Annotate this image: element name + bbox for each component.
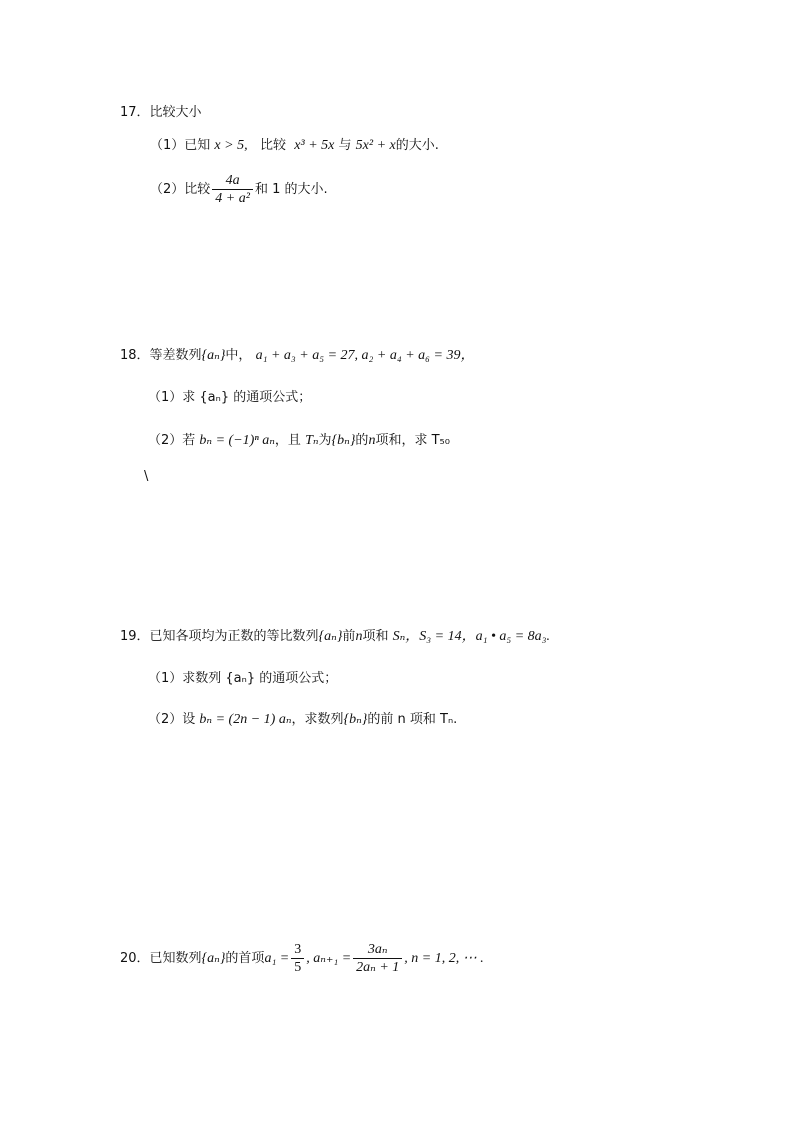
q18-seq: {aₙ} [201, 348, 226, 363]
q19-seq: {aₙ} [318, 629, 343, 644]
q17-p1-end: 的大小. [395, 138, 439, 153]
q20-fraction-2 [353, 941, 402, 976]
q17-p1-mid: 比较 [260, 138, 287, 153]
q18-p2-def: bₙ = (−1)ⁿ aₙ [199, 433, 275, 448]
q17-p1-label: （1）已知 [150, 138, 211, 153]
q18-mid: 中， [225, 348, 252, 363]
q17-title: 17．比较大小 [120, 105, 202, 120]
q19-s: Sₙ [392, 629, 406, 644]
q19-part1: （1）求数列 {aₙ} 的通项公式； [148, 671, 338, 686]
q17-p1-cond: x > 5, [214, 138, 248, 153]
q17-p1-with: 与 [338, 138, 352, 153]
q20-line [120, 939, 484, 979]
q19-n: n [355, 629, 363, 644]
q18-p2-label: （2）若 [148, 433, 196, 448]
q18-p2-t: Tₙ [305, 433, 319, 448]
q19-cond: ，S₃ = 14，a₁ • a₅ = 8a₃. [405, 629, 551, 644]
q19-title-line [120, 627, 550, 647]
q20-f2-num: 3aₙ [353, 941, 402, 959]
q17-p1-expr2: 5x² + x [355, 138, 396, 153]
q19-p2-end: 的前 n 项和 Tₙ. [367, 712, 458, 727]
q17-p1-expr1: x³ + 5x [294, 138, 335, 153]
q17-p2-label: （2）比较 [150, 182, 211, 197]
q18-title-line [120, 346, 474, 366]
q18-p2-end2: 项和，求 T₅₀ [375, 433, 450, 448]
q20-mid: 的首项 [225, 951, 265, 966]
q18-title: 18．等差数列 [120, 348, 202, 363]
q18-stray-mark: \ [144, 469, 149, 484]
q18-p2-n: n [368, 433, 376, 448]
q20-title: 20．已知数列 [120, 951, 202, 966]
q17-part1 [150, 136, 439, 156]
q20-fraction-1 [291, 941, 304, 976]
q19-mid1: 前 [342, 629, 356, 644]
q20-tail: , n = 1, 2, ⋯ . [404, 951, 484, 966]
q20-rec: , aₙ₊₁ = [306, 951, 352, 966]
q18-p2-end1: 的 [355, 433, 369, 448]
q20-f1-num: 3 [291, 941, 304, 959]
q17-frac-den: 4 + a² [215, 191, 250, 206]
q20-a1: a₁ = [264, 951, 290, 966]
q20-f2-den: 2aₙ + 1 [356, 960, 400, 975]
q18-cond: a₁ + a₃ + a₅ = 27, a₂ + a₄ + a₆ = 39， [255, 348, 475, 363]
q19-p2-b: {bₙ} [343, 712, 368, 727]
q18-p2-mid: ，且 [274, 433, 301, 448]
q19-p2-def: bₙ = (2n − 1) aₙ [199, 712, 292, 727]
q18-p2-for: 为 [318, 433, 332, 448]
q19-part2 [148, 710, 457, 730]
q20-f1-den: 5 [294, 960, 302, 975]
q17-p2-end: 和 1 的大小. [254, 182, 328, 197]
q18-part1: （1）求 {aₙ} 的通项公式； [148, 390, 312, 405]
q20-seq: {aₙ} [201, 951, 226, 966]
q19-p2-mid: ，求数列 [291, 712, 344, 727]
q19-p2-label: （2）设 [148, 712, 196, 727]
q17-fraction [212, 172, 253, 207]
q17-part2 [150, 170, 328, 210]
q18-part2 [148, 431, 450, 451]
q19-mid2: 项和 [362, 629, 389, 644]
q17-frac-num: 4a [212, 172, 253, 190]
q18-p2-b: {bₙ} [331, 433, 356, 448]
q19-title: 19．已知各项均为正数的等比数列 [120, 629, 319, 644]
